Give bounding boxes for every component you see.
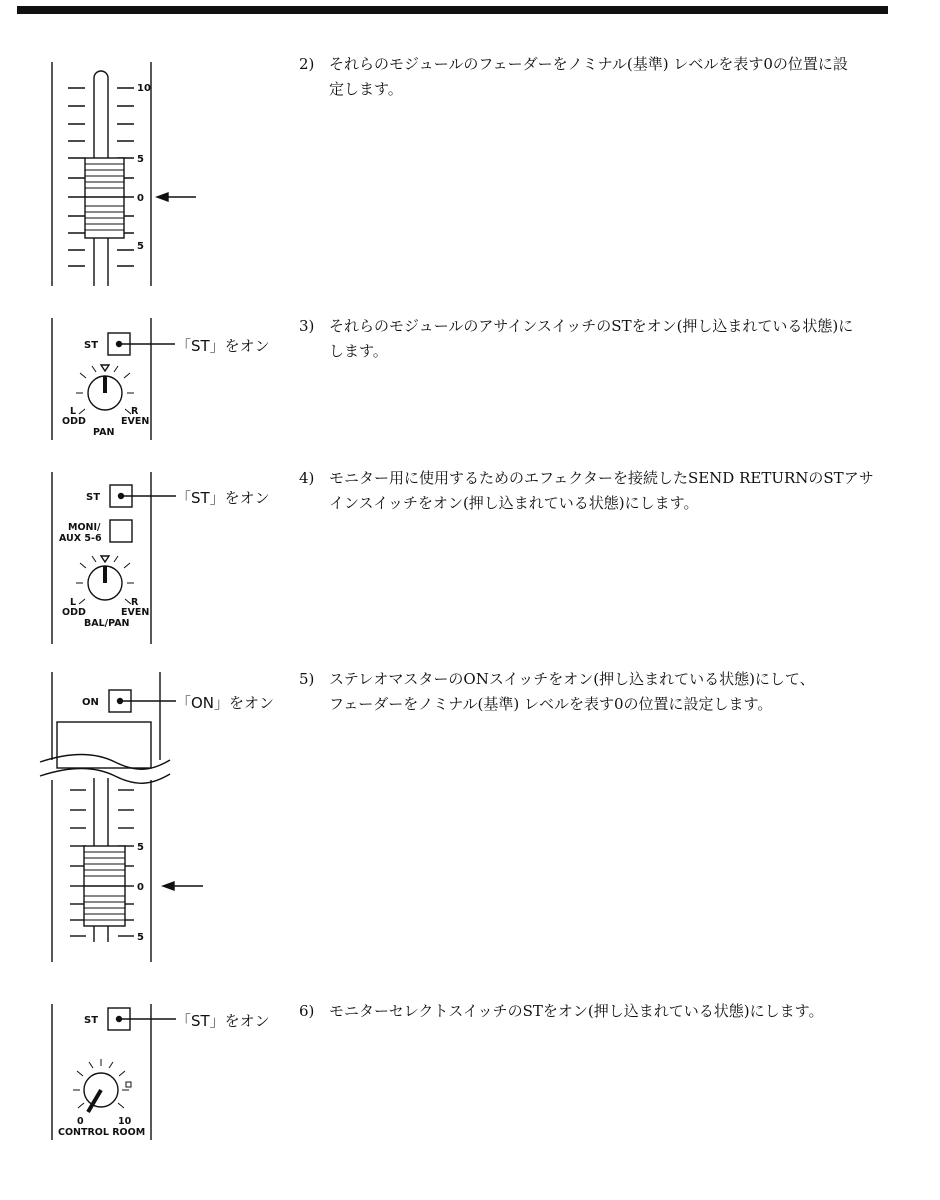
master-on-label: ON	[82, 697, 99, 708]
channel-fader-figure	[52, 62, 196, 286]
assign1-pan-odd: ODD	[62, 416, 86, 427]
step-line: 定します。	[329, 80, 403, 98]
assign2-pan-name: BAL/PAN	[84, 618, 130, 629]
assign2-st-label: ST	[86, 492, 101, 503]
assign1-pan-even: EVEN	[121, 416, 150, 427]
step-line: します。	[329, 342, 388, 360]
step-text	[329, 999, 823, 1024]
stereo-master-figure	[40, 672, 203, 962]
master-scale-5-upper: 5	[137, 842, 144, 853]
fader1-scale-10: 10	[137, 83, 151, 94]
monitor-knob-min: 0	[77, 1116, 84, 1127]
step-number: 5)	[299, 670, 315, 688]
master-scale-0: 0	[137, 882, 144, 893]
step-line: それらのモジュールのアサインスイッチのSTをオン(押し込まれている状態)に	[329, 317, 854, 335]
assign2-pan-even: EVEN	[121, 607, 150, 618]
monitor-select-figure	[52, 1004, 176, 1140]
callout-st-on-1: 「ST」をオン	[176, 337, 270, 355]
step-number: 3)	[299, 317, 315, 335]
monitor-knob-max: 10	[118, 1116, 132, 1127]
bal-pan-knob	[76, 556, 134, 604]
step-line: フェーダーをノミナル(基準) レベルを表す0の位置に設定します。	[329, 695, 773, 713]
step-number: 6)	[299, 1002, 315, 1020]
assign2-pan-l: L	[70, 597, 77, 608]
assign2-moni-label-2: AUX 5-6	[59, 533, 102, 544]
monitor-knob-name: CONTROL ROOM	[58, 1127, 146, 1138]
fader1-scale-0: 0	[137, 193, 144, 204]
assign2-moni-label-1: MONI/	[68, 522, 101, 533]
assign2-pan-r: R	[131, 597, 139, 608]
step-line: モニター用に使用するためのエフェクターを接続したSEND RETURNのSTアサ	[329, 469, 874, 487]
assign1-pan-name: PAN	[93, 427, 115, 438]
assign1-pan-l: L	[70, 406, 77, 417]
assign1-pan-r: R	[131, 406, 139, 417]
monitor-st-label: ST	[84, 1015, 99, 1026]
step-number: 2)	[299, 55, 315, 73]
step-line: インスイッチをオン(押し込まれている状態)にします。	[329, 494, 699, 512]
callout-st-on-3: 「ST」をオン	[176, 1012, 270, 1030]
fader1-scale-5-upper: 5	[137, 154, 144, 165]
master-scale-5-lower: 5	[137, 932, 144, 943]
step-text	[329, 667, 815, 717]
assign1-st-label: ST	[84, 340, 99, 351]
step-text	[329, 466, 874, 516]
control-room-knob	[73, 1059, 131, 1112]
step-line: ステレオマスターのONスイッチをオン(押し込まれている状態)にして、	[329, 670, 815, 688]
pan-knob	[76, 365, 134, 414]
step-text	[329, 52, 848, 102]
callout-on-on: 「ON」をオン	[176, 694, 275, 712]
callout-st-on-2: 「ST」をオン	[176, 489, 270, 507]
step-number: 4)	[299, 469, 315, 487]
assign2-pan-odd: ODD	[62, 607, 86, 618]
step-line: それらのモジュールのフェーダーをノミナル(基準) レベルを表す0の位置に設	[329, 55, 848, 73]
fader1-scale-5-lower: 5	[137, 241, 144, 252]
step-text	[329, 314, 853, 364]
step-line: モニターセレクトスイッチのSTをオン(押し込まれている状態)にします。	[329, 1002, 824, 1020]
